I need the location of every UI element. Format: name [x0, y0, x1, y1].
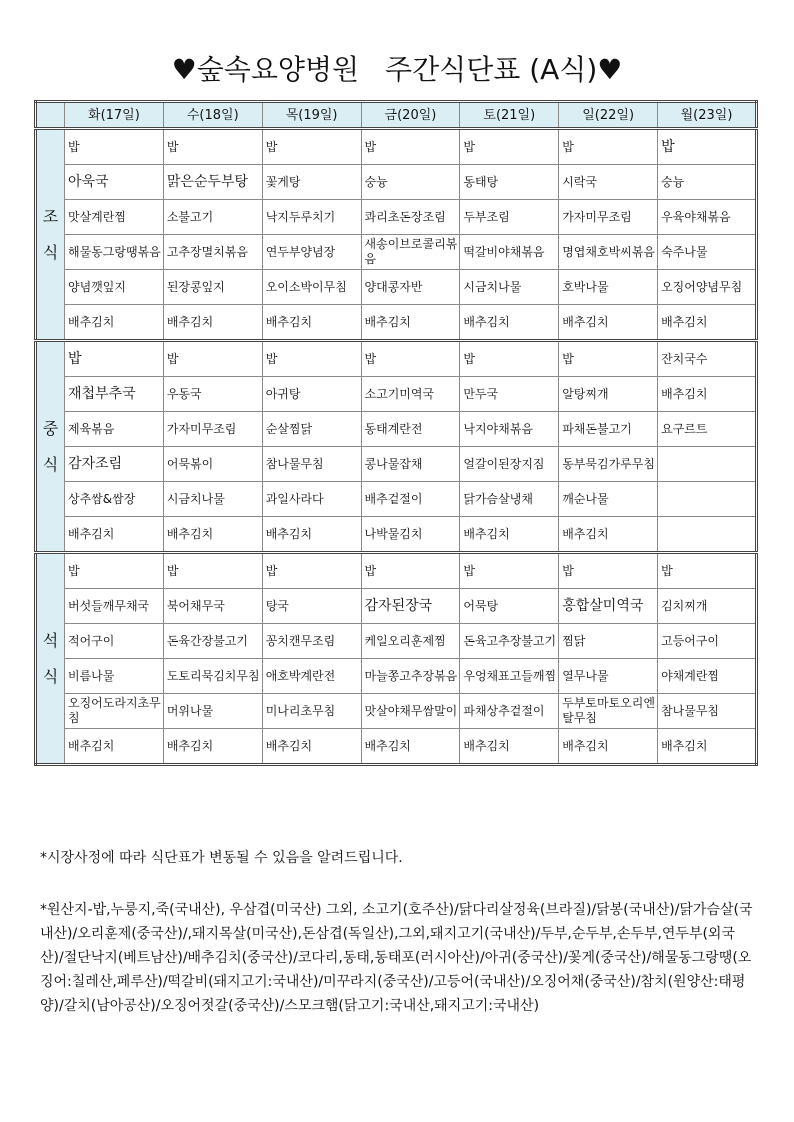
day-header: 월(23일)	[658, 102, 757, 129]
menu-cell	[658, 447, 757, 482]
menu-cell: 아욱국	[65, 165, 164, 200]
menu-cell: 재첩부추국	[65, 377, 164, 412]
menu-cell: 애호박계란전	[262, 659, 361, 694]
menu-cell: 맛살계란찜	[65, 200, 164, 235]
menu-cell: 도토리묵김치무침	[163, 659, 262, 694]
menu-row	[36, 129, 757, 165]
menu-cell: 배추김치	[460, 517, 559, 553]
menu-cell: 배추김치	[559, 517, 658, 553]
menu-cell: 꽁치캔무조림	[262, 624, 361, 659]
menu-row	[36, 377, 757, 412]
menu-row	[36, 553, 757, 589]
menu-cell	[658, 482, 757, 517]
menu-cell: 배추김치	[262, 729, 361, 765]
menu-cell: 잔치국수	[658, 341, 757, 377]
market-notice: *시장사정에 따라 식단표가 변동될 수 있음을 알려드립니다.	[40, 850, 403, 866]
menu-row	[36, 659, 757, 694]
menu-cell: 콩나물잡채	[361, 447, 460, 482]
menu-cell: 적어구이	[65, 624, 164, 659]
menu-cell: 깨순나물	[559, 482, 658, 517]
heart-icon: ♥	[597, 53, 623, 86]
page-title	[0, 48, 794, 88]
menu-row	[36, 305, 757, 341]
menu-cell: 배추김치	[658, 729, 757, 765]
day-header: 목(19일)	[262, 102, 361, 129]
menu-cell: 파채상추겉절이	[460, 694, 559, 729]
day-header: 토(21일)	[460, 102, 559, 129]
menu-cell: 밥	[460, 129, 559, 165]
menu-cell: 만두국	[460, 377, 559, 412]
menu-cell: 닭가슴살냉채	[460, 482, 559, 517]
menu-cell: 된장콩잎지	[163, 270, 262, 305]
menu-cell: 연두부양념장	[262, 235, 361, 270]
menu-cell: 케일오리훈제찜	[361, 624, 460, 659]
menu-cell: 우엉채표고들깨찜	[460, 659, 559, 694]
menu-cell: 미나리초무침	[262, 694, 361, 729]
menu-cell: 오이소박이무침	[262, 270, 361, 305]
menu-cell: 마늘쫑고추장볶음	[361, 659, 460, 694]
menu-cell: 밥	[163, 553, 262, 589]
menu-cell: 열무나물	[559, 659, 658, 694]
menu-cell: 낙지두루치기	[262, 200, 361, 235]
menu-cell: 맑은순두부탕	[163, 165, 262, 200]
menu-row	[36, 270, 757, 305]
menu-cell: 밥	[262, 129, 361, 165]
menu-cell: 알탕찌개	[559, 377, 658, 412]
menu-cell: 배추김치	[658, 305, 757, 341]
menu-cell: 밥	[658, 129, 757, 165]
menu-cell: 머위나물	[163, 694, 262, 729]
menu-cell: 동태탕	[460, 165, 559, 200]
menu-cell: 밥	[361, 129, 460, 165]
menu-cell: 배추김치	[65, 729, 164, 765]
menu-row	[36, 482, 757, 517]
menu-cell: 소고기미역국	[361, 377, 460, 412]
menu-cell: 밥	[361, 553, 460, 589]
menu-cell: 얼갈이된장지짐	[460, 447, 559, 482]
menu-cell: 돈육간장불고기	[163, 624, 262, 659]
day-header: 일(22일)	[559, 102, 658, 129]
menu-cell: 제육볶음	[65, 412, 164, 447]
menu-cell: 김치찌개	[658, 589, 757, 624]
menu-cell: 어묵탕	[460, 589, 559, 624]
menu-cell: 새송이브로콜리볶음	[361, 235, 460, 270]
menu-cell: 고추장멸치볶음	[163, 235, 262, 270]
menu-row	[36, 729, 757, 765]
menu-row	[36, 165, 757, 200]
menu-cell: 숭늉	[361, 165, 460, 200]
menu-cell: 시락국	[559, 165, 658, 200]
menu-cell: 밥	[65, 341, 164, 377]
day-header: 화(17일)	[65, 102, 164, 129]
menu-cell: 감자된장국	[361, 589, 460, 624]
menu-cell: 배추김치	[361, 305, 460, 341]
menu-row	[36, 624, 757, 659]
menu-cell: 배추겉절이	[361, 482, 460, 517]
menu-cell: 야채계란찜	[658, 659, 757, 694]
menu-cell: 버섯들깨무채국	[65, 589, 164, 624]
menu-cell: 밥	[559, 553, 658, 589]
menu-cell: 배추김치	[559, 729, 658, 765]
menu-row	[36, 517, 757, 553]
menu-row	[36, 694, 757, 729]
menu-cell: 숭늉	[658, 165, 757, 200]
menu-cell: 밥	[163, 341, 262, 377]
menu-cell: 맛살야채무쌈말이	[361, 694, 460, 729]
heart-icon: ♥	[171, 53, 197, 86]
menu-cell: 순살찜닭	[262, 412, 361, 447]
menu-cell: 돈육고추장불고기	[460, 624, 559, 659]
menu-cell: 배추김치	[163, 517, 262, 553]
menu-cell: 동부묵김가루무침	[559, 447, 658, 482]
menu-row	[36, 589, 757, 624]
menu-cell: 배추김치	[658, 377, 757, 412]
menu-cell: 홍합살미역국	[559, 589, 658, 624]
hospital-name: 숲속요양병원	[196, 53, 360, 86]
menu-cell: 떡갈비야채볶음	[460, 235, 559, 270]
meal-label: 석 식	[36, 553, 65, 765]
menu-cell: 밥	[559, 129, 658, 165]
menu-cell: 과일사라다	[262, 482, 361, 517]
menu-cell: 고등어구이	[658, 624, 757, 659]
menu-cell: 꽃게탕	[262, 165, 361, 200]
menu-cell: 오징어양념무침	[658, 270, 757, 305]
menu-name: 주간식단표 (A식)	[385, 53, 598, 86]
menu-cell: 밥	[262, 341, 361, 377]
menu-cell: 시금치나물	[163, 482, 262, 517]
menu-cell: 우육야채볶음	[658, 200, 757, 235]
origin-notice: *원산지-밥,누룽지,죽(국내산), 우삼겹(미국산) 그외, 소고기(호주산)/닭다리살정육(브라질)/닭봉(국내산)/닭가슴살(국내산)/오리훈제(중국산)/,돼지목살(미국산),돈삼겹(독일산),그외,돼지고기(국내산)/두부,순두부,손두부,연두부(외국산)/절단낙지(베트남산)/배추김치(중국산)/코다리,동태,동태포(러시아산)/아귀(중국산)/꽃게(중국산)/해물동그랑땡(오징어:칠레산,페루산)/떡갈비(돼지고기:국내산)/미꾸라지(중국산)/고등어(국내산)/오징어채(중국산)/참치(원양산:태평양)/갈치(남아공산)/오징어젓갈(중국산)/스모크햄(닭고기:국내산,돼지고기:국내산)	[40, 902, 753, 1014]
menu-cell: 나박물김치	[361, 517, 460, 553]
day-header: 수(18일)	[163, 102, 262, 129]
menu-cell: 양념깻잎지	[65, 270, 164, 305]
menu-row	[36, 412, 757, 447]
menu-cell: 밥	[361, 341, 460, 377]
menu-cell: 배추김치	[460, 729, 559, 765]
menu-cell: 낙지야채볶음	[460, 412, 559, 447]
menu-cell: 밥	[559, 341, 658, 377]
menu-cell: 밥	[658, 553, 757, 589]
menu-cell: 시금치나물	[460, 270, 559, 305]
menu-cell: 상추쌈&쌈장	[65, 482, 164, 517]
menu-cell: 감자조림	[65, 447, 164, 482]
menu-row	[36, 200, 757, 235]
menu-row	[36, 447, 757, 482]
menu-cell: 참나물무침	[262, 447, 361, 482]
menu-cell: 요구르트	[658, 412, 757, 447]
menu-cell: 밥	[460, 341, 559, 377]
meal-label: 중 식	[36, 341, 65, 553]
menu-row	[36, 341, 757, 377]
menu-cell: 밥	[65, 129, 164, 165]
menu-cell: 두부토마토오리엔탈무침	[559, 694, 658, 729]
menu-cell: 배추김치	[361, 729, 460, 765]
weekly-menu-table	[34, 100, 758, 766]
menu-cell: 밥	[163, 129, 262, 165]
menu-cell: 숙주나물	[658, 235, 757, 270]
menu-cell: 배추김치	[163, 305, 262, 341]
menu-cell: 파채돈불고기	[559, 412, 658, 447]
menu-cell: 어묵볶이	[163, 447, 262, 482]
menu-cell: 밥	[460, 553, 559, 589]
menu-cell: 참나물무침	[658, 694, 757, 729]
menu-cell: 배추김치	[163, 729, 262, 765]
menu-cell: 배추김치	[262, 305, 361, 341]
menu-cell: 콰리초돈장조림	[361, 200, 460, 235]
menu-row	[36, 235, 757, 270]
menu-cell: 가자미무조림	[559, 200, 658, 235]
menu-cell: 오징어도라지초무침	[65, 694, 164, 729]
menu-cell: 호박나물	[559, 270, 658, 305]
menu-cell: 해물동그랑땡볶음	[65, 235, 164, 270]
menu-cell: 양대콩자반	[361, 270, 460, 305]
menu-cell: 북어채무국	[163, 589, 262, 624]
day-header-row	[36, 102, 757, 129]
menu-cell: 동태계란전	[361, 412, 460, 447]
menu-cell: 밥	[262, 553, 361, 589]
menu-cell: 우동국	[163, 377, 262, 412]
menu-cell: 탕국	[262, 589, 361, 624]
menu-cell: 배추김치	[262, 517, 361, 553]
menu-cell: 배추김치	[460, 305, 559, 341]
menu-cell: 비름나물	[65, 659, 164, 694]
menu-cell: 배추김치	[65, 305, 164, 341]
menu-cell: 소불고기	[163, 200, 262, 235]
menu-cell: 두부조림	[460, 200, 559, 235]
menu-cell: 배추김치	[559, 305, 658, 341]
menu-cell: 배추김치	[65, 517, 164, 553]
menu-cell: 밥	[65, 553, 164, 589]
day-header: 금(20일)	[361, 102, 460, 129]
menu-cell: 가자미무조림	[163, 412, 262, 447]
menu-cell: 아귀탕	[262, 377, 361, 412]
menu-cell	[658, 517, 757, 553]
menu-cell: 명엽채호박씨볶음	[559, 235, 658, 270]
menu-cell: 찜닭	[559, 624, 658, 659]
meal-label: 조 식	[36, 129, 65, 341]
corner-cell	[36, 102, 65, 129]
